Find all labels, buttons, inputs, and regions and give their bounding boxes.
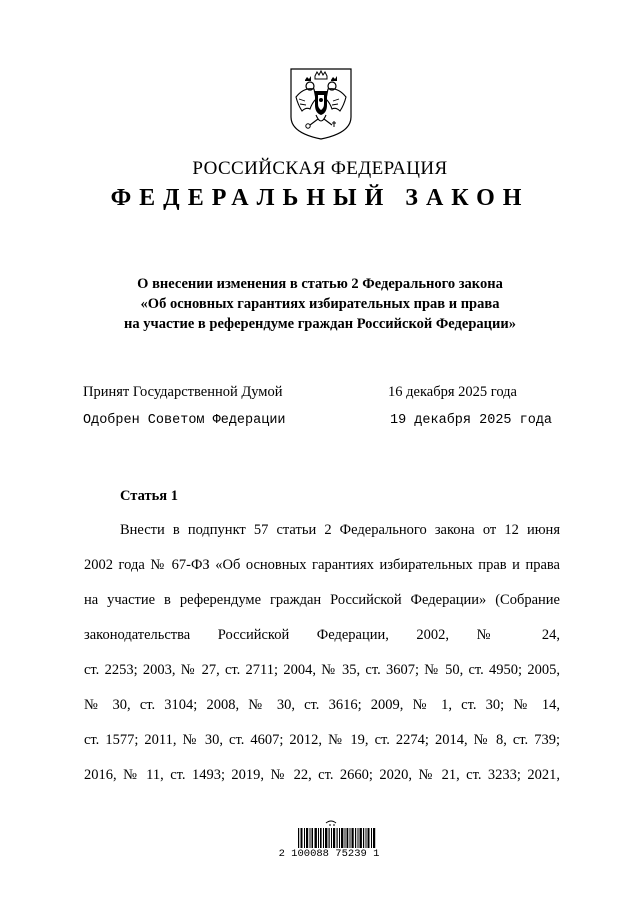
law-subject-title [0,274,640,334]
coat-of-arms-icon [288,67,354,141]
subject-line: на участие в референдуме граждан Российской Федерации» [124,316,516,332]
article-text-line: законодательства Российской Федерации, 2002, № 24, [84,627,560,643]
duma-adoption-label: Принят Государственной Думой [83,384,283,400]
country-heading: РОССИЙСКАЯ ФЕДЕРАЦИЯ [192,158,448,179]
article-text-line: № 30, ст. 3104; 2008, № 30, ст. 3616; 2009, № 1, ст. 30; № 14, [84,697,560,713]
document-type-heading: ФЕДЕРАЛЬНЫЙ ЗАКОН [110,185,530,211]
article-text-line: ст. 2253; 2003, № 27, ст. 2711; 2004, № 35, ст. 3607; № 50, ст. 4950; 2005, [84,662,560,678]
barcode-number: 2 100088 75239 1 [278,848,380,860]
article-text-line: 2016, № 11, ст. 1493; 2019, № 22, ст. 2660; 2020, № 21, ст. 3233; 2021, [84,767,560,783]
duma-adoption-date: 16 декабря 2025 года [388,384,517,400]
article-text-line: на участие в референдуме граждан Российской Федерации» (Собрание [84,592,560,608]
council-approval-label: Одобрен Советом Федерации [83,413,286,428]
subject-line: «Об основных гарантиях избирательных прав и права [140,296,500,312]
article-title: Статья 1 [120,488,178,504]
subject-line: О внесении изменения в статью 2 Федерального закона [137,276,503,292]
article-text-line: 2002 года № 67-ФЗ «Об основных гарантиях избирательных прав и права [84,557,560,573]
article-text-line: ст. 1577; 2011, № 30, ст. 4607; 2012, № 19, ст. 2274; 2014, № 8, ст. 739; [84,732,560,748]
article-text-line: Внести в подпункт 57 статьи 2 Федерального закона от 12 июня [120,522,560,538]
council-approval-date: 19 декабря 2025 года [390,413,553,428]
